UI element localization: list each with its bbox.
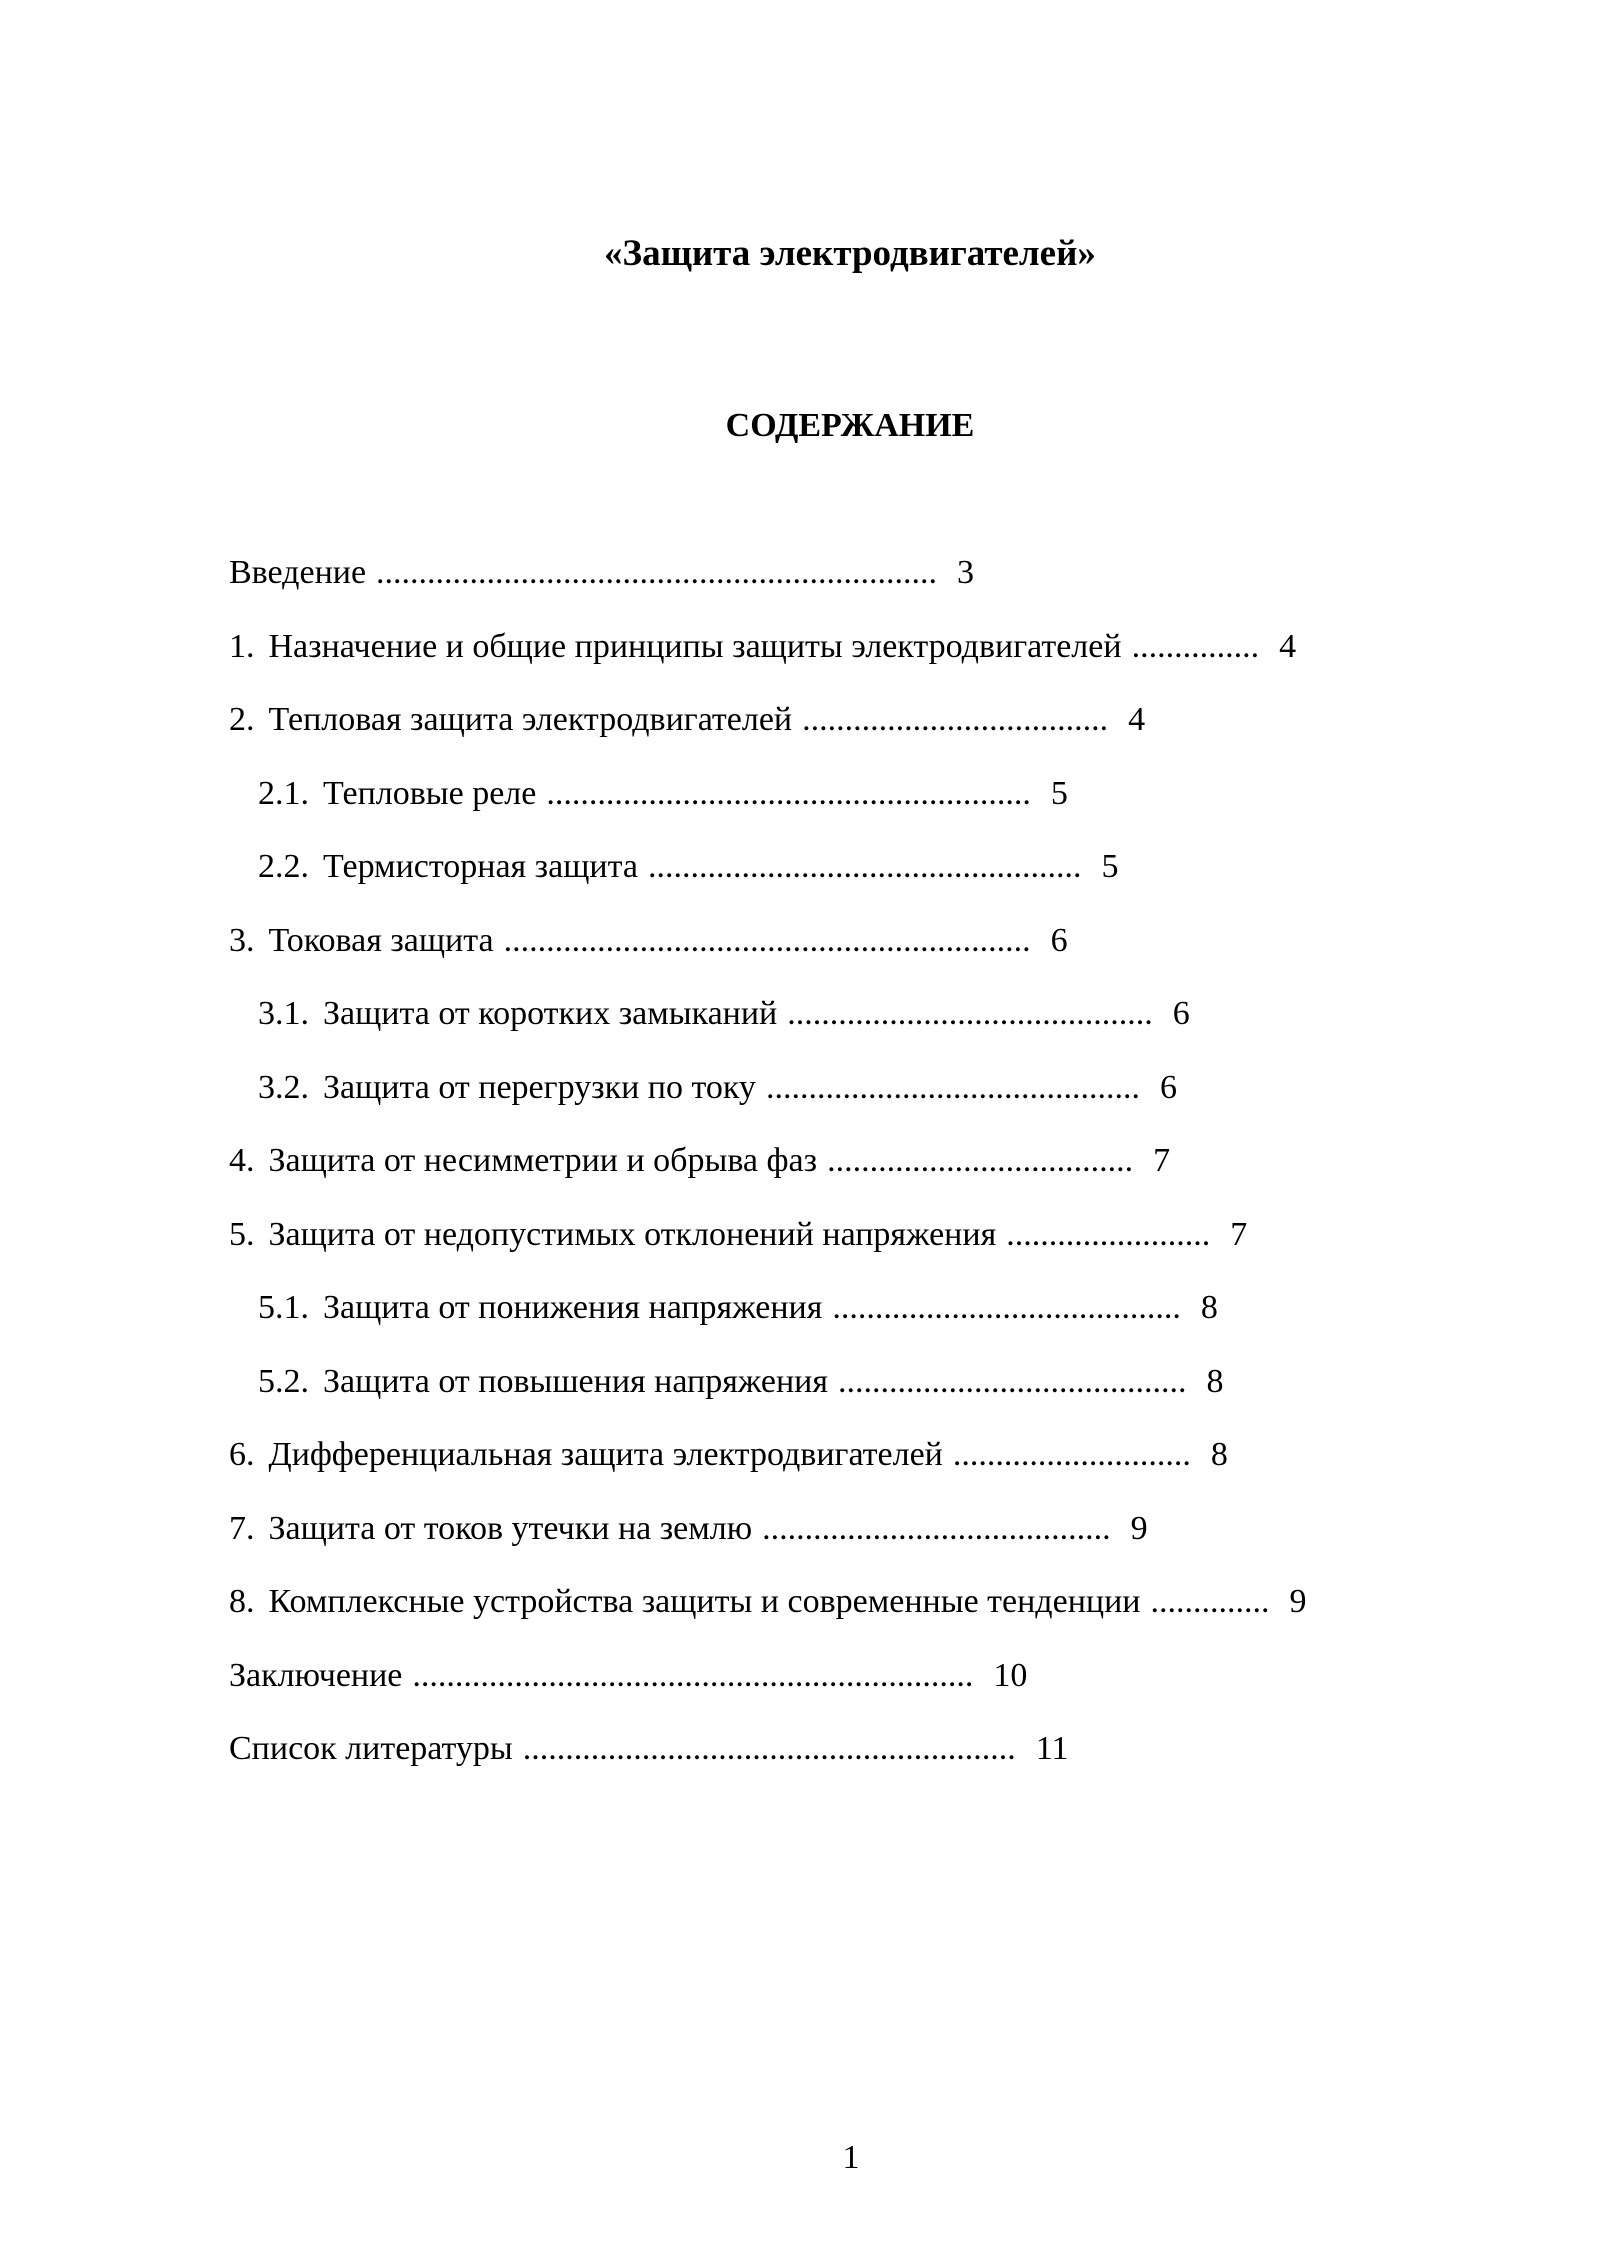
toc-entry-leader: ............... bbox=[1131, 627, 1260, 665]
toc-entry[interactable] bbox=[229, 1728, 1306, 1802]
toc-entry-number: 2. bbox=[229, 701, 255, 738]
toc-entry[interactable] bbox=[229, 1508, 1306, 1582]
toc-entry-title: Защита от несимметрии и обрыва фаз bbox=[268, 1142, 818, 1179]
toc-entry-page: 10 bbox=[993, 1656, 1028, 1694]
toc-entry-number: 5.2. bbox=[258, 1362, 309, 1400]
toc-entry-title: Введение bbox=[229, 554, 367, 591]
toc-entry[interactable] bbox=[229, 1287, 1306, 1361]
toc-entry-leader: ......................................... bbox=[832, 1289, 1181, 1326]
toc-entry-number: 2.2. bbox=[258, 848, 309, 885]
toc-entry-number: 7. bbox=[229, 1509, 255, 1547]
toc-entry-title: Тепловая защита электродвигателей bbox=[268, 701, 793, 738]
toc-entry-leader: ........................................... bbox=[787, 995, 1153, 1032]
toc-entry[interactable] bbox=[229, 846, 1306, 920]
toc-entry[interactable] bbox=[229, 1655, 1306, 1729]
toc-entry-leader: ......................................... bbox=[762, 1509, 1111, 1547]
toc-entry-leader: .............................................................. bbox=[503, 921, 1031, 959]
toc-entry-title: Дифференциальная защита электродвигателей bbox=[268, 1436, 943, 1473]
toc-entry-number: 3. bbox=[229, 921, 255, 959]
toc-entry-title: Список литературы bbox=[229, 1730, 513, 1767]
toc-entry-page: 9 bbox=[1130, 1509, 1148, 1547]
toc-entry-title: Тепловые реле bbox=[323, 774, 537, 812]
table-of-contents bbox=[229, 552, 1306, 1802]
toc-entry-title: Защита от понижения напряжения bbox=[323, 1289, 823, 1326]
toc-entry-title: Токовая защита bbox=[268, 921, 494, 959]
toc-entry-page: 5 bbox=[1101, 848, 1119, 885]
toc-entry-number: 8. bbox=[229, 1583, 255, 1620]
toc-entry-leader: ............................ bbox=[952, 1436, 1191, 1473]
toc-entry-page: 3 bbox=[957, 554, 975, 591]
toc-entry-title: Комплексные устройства защиты и современные тенденции bbox=[268, 1583, 1141, 1620]
toc-entry-title: Термисторная защита bbox=[323, 848, 638, 885]
toc-entry-title: Назначение и общие принципы защиты электродвигателей bbox=[268, 627, 1122, 665]
toc-entry-leader: ......................................... bbox=[838, 1362, 1187, 1400]
toc-entry[interactable] bbox=[229, 552, 1306, 626]
toc-entry[interactable] bbox=[229, 1214, 1306, 1288]
toc-heading: СОДЕРЖАНИЕ bbox=[725, 407, 975, 444]
toc-entry-leader: ............................................ bbox=[765, 1068, 1140, 1106]
toc-entry[interactable] bbox=[229, 1581, 1306, 1655]
toc-entry-page: 7 bbox=[1153, 1142, 1171, 1179]
toc-entry-number: 1. bbox=[229, 627, 255, 665]
toc-entry-page: 6 bbox=[1172, 995, 1190, 1032]
toc-entry-page: 11 bbox=[1035, 1730, 1069, 1767]
page-number: 1 bbox=[842, 2139, 860, 2176]
toc-entry-title: Защита от повышения напряжения bbox=[323, 1362, 829, 1400]
toc-entry-title: Защита от коротких замыканий bbox=[323, 995, 778, 1032]
toc-entry-title: Заключение bbox=[229, 1656, 403, 1694]
toc-entry[interactable] bbox=[229, 1434, 1306, 1508]
toc-entry-page: 6 bbox=[1050, 921, 1068, 959]
toc-entry[interactable] bbox=[229, 699, 1306, 773]
toc-entry-page: 7 bbox=[1230, 1215, 1248, 1253]
toc-entry-title: Защита от токов утечки на землю bbox=[268, 1509, 753, 1547]
toc-entry-leader: .............. bbox=[1150, 1583, 1270, 1620]
toc-entry-number: 5. bbox=[229, 1215, 255, 1253]
toc-entry-title: Защита от недопустимых отклонений напряжения bbox=[268, 1215, 997, 1253]
toc-entry[interactable] bbox=[229, 1361, 1306, 1435]
toc-entry-leader: .................................... bbox=[802, 701, 1109, 738]
toc-entry-leader: .................................... bbox=[827, 1142, 1134, 1179]
toc-entry-number: 5.1. bbox=[258, 1289, 309, 1326]
toc-entry[interactable] bbox=[229, 1067, 1306, 1141]
toc-entry-number: 3.2. bbox=[258, 1068, 309, 1106]
toc-entry-page: 8 bbox=[1206, 1362, 1224, 1400]
toc-entry-page: 5 bbox=[1050, 774, 1068, 812]
toc-entry-page: 4 bbox=[1279, 627, 1297, 665]
toc-entry-leader: ................................................... bbox=[647, 848, 1082, 885]
toc-entry-number: 3.1. bbox=[258, 995, 309, 1032]
toc-entry[interactable] bbox=[229, 993, 1306, 1067]
toc-entry-leader: .......................................................... bbox=[522, 1730, 1016, 1767]
toc-entry-number: 6. bbox=[229, 1436, 255, 1473]
toc-entry[interactable] bbox=[229, 773, 1306, 847]
toc-entry[interactable] bbox=[229, 1140, 1306, 1214]
toc-entry-leader: .................................................................. bbox=[412, 1656, 974, 1694]
toc-entry[interactable] bbox=[229, 920, 1306, 994]
toc-entry-page: 6 bbox=[1159, 1068, 1177, 1106]
toc-entry-page: 8 bbox=[1210, 1436, 1228, 1473]
toc-entry-leader: ........................ bbox=[1006, 1215, 1211, 1253]
toc-entry-page: 4 bbox=[1128, 701, 1146, 738]
toc-entry-number: 2.1. bbox=[258, 774, 309, 812]
toc-entry-number: 4. bbox=[229, 1142, 255, 1179]
toc-entry[interactable] bbox=[229, 626, 1306, 700]
toc-entry-page: 9 bbox=[1289, 1583, 1307, 1620]
toc-entry-leader: ......................................................... bbox=[546, 774, 1031, 812]
document-title: «Защита электродвигателей» bbox=[604, 233, 1096, 274]
toc-entry-title: Защита от перегрузки по току bbox=[323, 1068, 756, 1106]
toc-entry-leader: .................................................................. bbox=[376, 554, 938, 591]
toc-entry-page: 8 bbox=[1200, 1289, 1218, 1326]
